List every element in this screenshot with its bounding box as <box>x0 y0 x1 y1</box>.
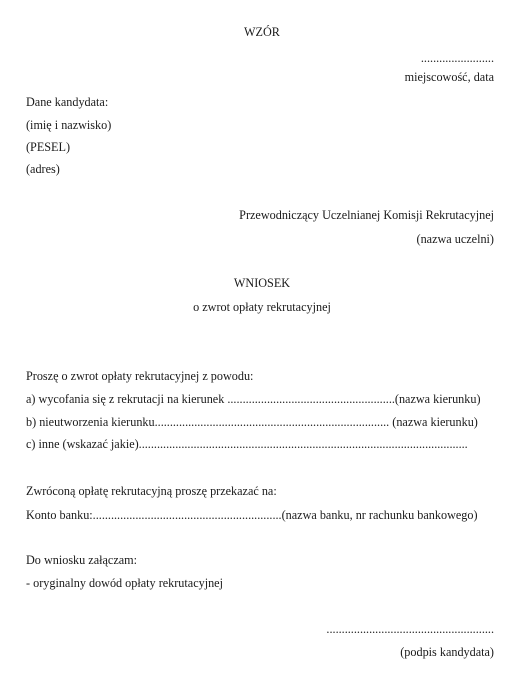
addressee-university: (nazwa uczelni) <box>416 232 494 246</box>
application-subtitle: o zwrot opłaty rekrutacyjnej <box>193 300 331 314</box>
candidate-heading: Dane kandydata: <box>26 95 109 109</box>
candidate-pesel: (PESEL) <box>26 140 71 154</box>
place-date-label: miejscowość, data <box>404 70 494 84</box>
bank-account-line: Konto banku:..............................................................(nazwa banku, nr rachunku bankowego) <box>26 508 478 522</box>
reason-b: b) nieutworzenia kierunku............................................................................. (nazwa kierunku) <box>26 415 478 429</box>
transfer-intro: Zwróconą opłatę rekrutacyjną proszę przekazać na: <box>26 484 277 498</box>
template-title: WZÓR <box>244 25 280 39</box>
signature-dots: ....................................................... <box>326 622 494 636</box>
signature-label: (podpis kandydata) <box>400 645 494 659</box>
reasons-intro: Proszę o zwrot opłaty rekrutacyjnej z powodu: <box>26 369 254 383</box>
addressee-title: Przewodniczący Uczelnianej Komisji Rekrutacyjnej <box>239 208 494 222</box>
reason-c: c) inne (wskazać jakie)............................................................................................................ <box>26 437 468 451</box>
candidate-name: (imię i nazwisko) <box>26 118 112 132</box>
attachment-item: - oryginalny dowód opłaty rekrutacyjnej <box>26 576 223 590</box>
attachments-intro: Do wniosku załączam: <box>26 553 138 567</box>
place-date-dots: ........................ <box>420 51 494 65</box>
reason-a: a) wycofania się z rekrutacji na kierunek .......................................................(nazwa kierunku) <box>26 392 481 406</box>
candidate-address: (adres) <box>26 162 60 176</box>
application-title: WNIOSEK <box>233 276 291 290</box>
